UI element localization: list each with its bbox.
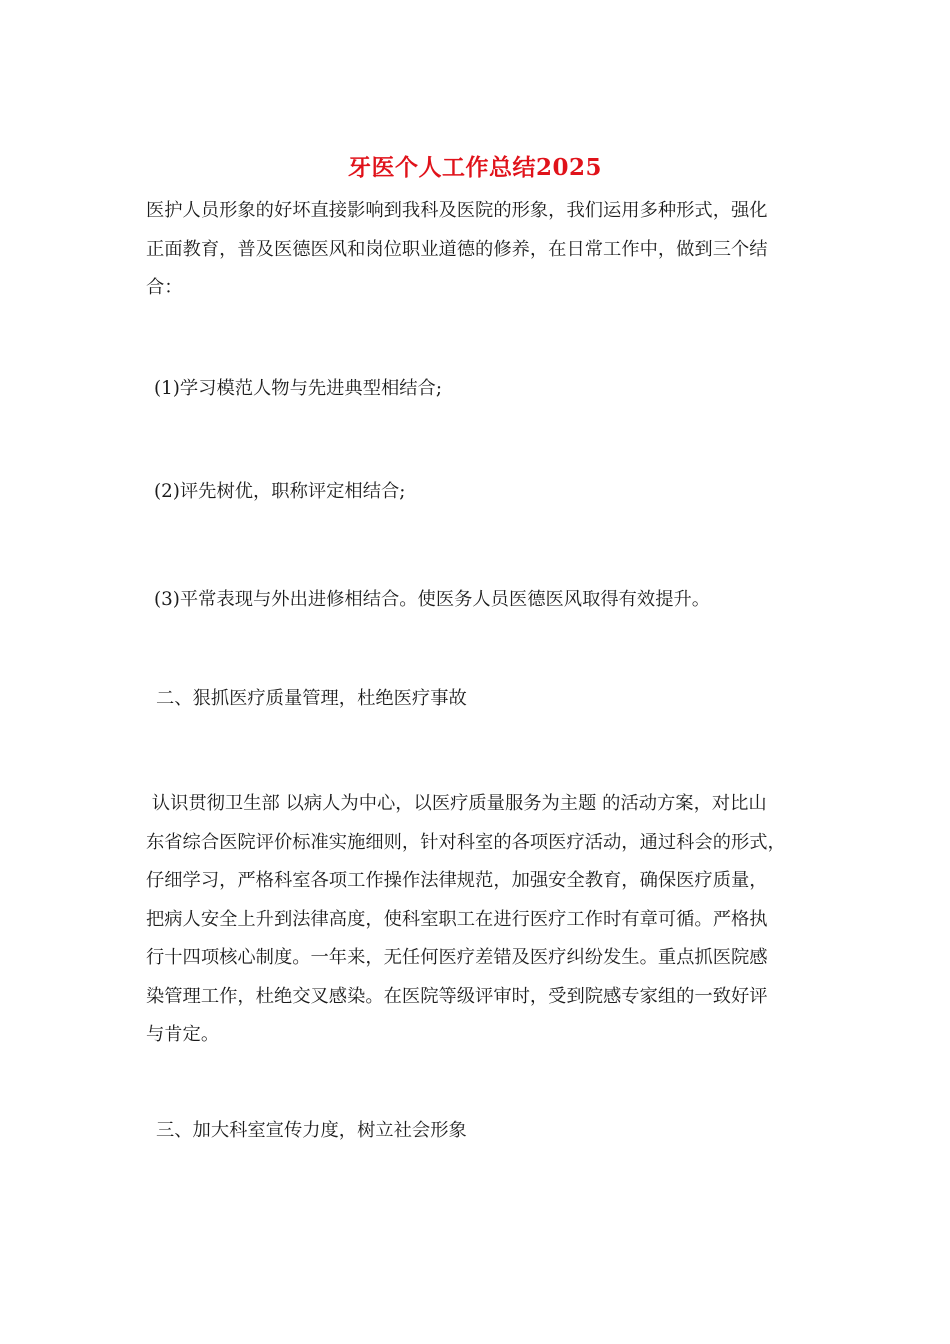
list-item-2: (2)评先树优，职称评定相结合; (154, 481, 406, 502)
section-2-line: 把病人安全上升到法律高度，使科室职工在进行医疗工作时有章可循。严格执 (146, 908, 768, 930)
section-2-line: 仔细学习，严格科室各项工作操作法律规范，加强安全教育，确保医疗质量， (146, 870, 768, 891)
section-3-heading: 三、加大科室宣传力度，树立社会形象 (156, 1120, 467, 1141)
section-2-paragraph (146, 785, 810, 1055)
intro-line: 合： (146, 277, 183, 298)
section-2-line: 东省综合医院评价标准实施细则，针对科室的各项医疗活动，通过科会的形式， (146, 831, 786, 853)
list-item-1: (1)学习模范人物与先进典型相结合; (154, 378, 442, 399)
list-item-3: (3)平常表现与外出进修相结合。使医务人员医德医风取得有效提升。 (154, 589, 711, 610)
document-title: 牙医个人工作总结2025 (347, 154, 602, 181)
intro-line: 正面教育，普及医德医风和岗位职业道德的修养，在日常工作中，做到三个结 (146, 238, 768, 260)
intro-line: 医护人员形象的好坏直接影响到我科及医院的形象，我们运用多种形式，强化 (146, 200, 768, 221)
section-2-line: 行十四项核心制度。一年来，无任何医疗差错及医疗纠纷发生。重点抓医院感 (146, 947, 768, 968)
section-2-heading: 二、狠抓医疗质量管理，杜绝医疗事故 (156, 688, 467, 709)
intro-paragraph (146, 192, 810, 308)
section-2-line: 认识贯彻卫生部 以病人为中心，以医疗质量服务为主题 的活动方案，对比山 (146, 793, 767, 814)
section-2-line: 与肯定。 (146, 1024, 220, 1045)
section-2-line: 染管理工作，杜绝交叉感染。在医院等级评审时，受到院感专家组的一致好评 (146, 985, 768, 1007)
